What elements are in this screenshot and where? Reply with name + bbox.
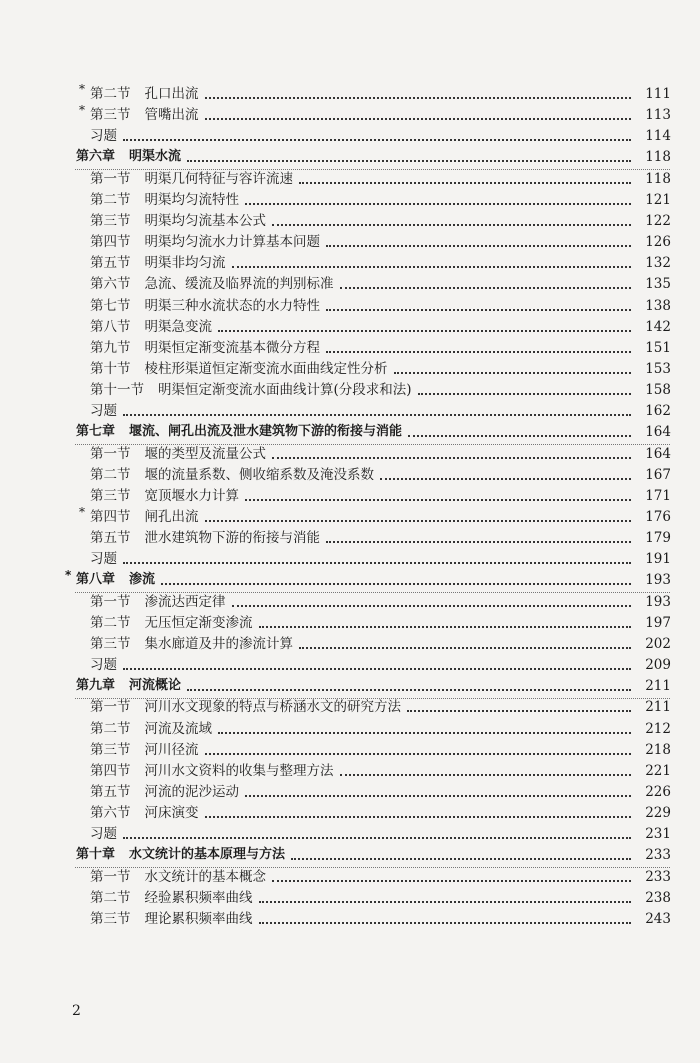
toc-section-row[interactable] <box>0 612 700 634</box>
toc-exercise-row[interactable] <box>0 654 700 676</box>
toc-section-row[interactable] <box>0 443 700 465</box>
optional-marker: * <box>79 505 85 519</box>
toc-page-number: 138 <box>645 297 671 314</box>
optional-marker: * <box>79 103 85 118</box>
toc-entry-label: 第四节 <box>90 234 131 251</box>
dot-leader <box>272 880 631 882</box>
dot-leader <box>340 287 632 289</box>
toc-entry-title: 水文统计的基本概念 <box>144 868 266 885</box>
toc-entry-title: 堰的类型及流量公式 <box>144 445 266 462</box>
optional-marker: * <box>65 568 72 583</box>
dot-leader <box>205 816 632 818</box>
toc-entry-title: 渗流达西定律 <box>144 593 226 610</box>
toc-entry-label: 第六章 <box>76 149 116 165</box>
toc-entry-label: 第九节 <box>90 339 131 356</box>
toc-entry-title: 孔口出流 <box>144 86 199 102</box>
toc-entry-title: 渗流 <box>129 572 156 588</box>
toc-exercise-row[interactable] <box>0 823 700 845</box>
dot-leader <box>123 139 631 141</box>
toc-entry-title: 河流及流域 <box>144 720 212 737</box>
toc-entry-label: 第八章 * <box>76 569 115 591</box>
toc-page-number: 151 <box>645 339 671 356</box>
toc-section-row[interactable] <box>0 887 700 909</box>
dot-leader <box>245 203 631 205</box>
toc-section-row[interactable] <box>0 252 700 274</box>
dot-leader <box>187 689 631 691</box>
toc-entry-label: 第六节 <box>90 805 131 822</box>
toc-entry-title: 河川径流 <box>144 741 199 758</box>
toc-page-number: 233 <box>645 847 671 864</box>
toc-page-number: 193 <box>645 593 671 610</box>
toc-entry-label: 第十节 <box>90 360 131 377</box>
dot-leader <box>340 774 632 776</box>
toc-entry-title: 理论累积频率曲线 <box>144 910 253 927</box>
toc-page-number: 221 <box>645 762 671 779</box>
toc-entry-label: 第三节 <box>90 910 131 927</box>
toc-entry-label: 第二节 <box>90 191 131 208</box>
dot-leader <box>407 710 631 712</box>
toc-page-number: 231 <box>645 826 671 843</box>
toc-entry-title: 河川水文现象的特点与桥涵水文的研究方法 <box>144 699 401 716</box>
toc-entry-label: 习题 <box>90 128 117 145</box>
dot-leader <box>123 562 631 564</box>
optional-marker: * <box>79 82 85 96</box>
toc-exercise-row[interactable] <box>0 125 700 147</box>
toc-section-row[interactable] <box>0 696 700 718</box>
toc-page-number: 118 <box>645 149 671 166</box>
toc-entry-title: 集水廊道及井的渗流计算 <box>144 635 293 652</box>
dot-leader <box>161 583 631 585</box>
toc-section-row[interactable] <box>0 802 700 824</box>
toc-entry-label: 第三节 * <box>90 104 131 126</box>
dot-leader <box>408 435 631 437</box>
dot-leader <box>123 668 631 670</box>
toc-entry-label: 第三节 <box>90 741 131 758</box>
dot-leader <box>326 541 631 543</box>
dot-leader <box>291 858 631 860</box>
toc-entry-label: 第一节 <box>90 445 131 462</box>
toc-section-row[interactable] <box>0 295 700 317</box>
toc-entry-title: 闸孔出流 <box>144 509 199 525</box>
toc-entry-label: 第二节 <box>90 466 131 483</box>
toc-exercise-row[interactable] <box>0 400 700 422</box>
toc-page-number: 121 <box>645 191 671 208</box>
toc-page-number: 218 <box>645 741 671 758</box>
toc-entry-title: 棱柱形渠道恒定渐变流水面曲线定性分析 <box>144 360 388 377</box>
toc-entry-title: 明渠急变流 <box>144 318 212 335</box>
toc-section-row[interactable] <box>0 168 700 190</box>
toc-entry-label: 第三节 <box>90 487 131 504</box>
toc-entry-label: 第七节 <box>90 297 131 314</box>
toc-entry-title: 明渠几何特征与容许流速 <box>144 170 293 187</box>
toc-section-row[interactable] <box>0 273 700 295</box>
toc-chapter-row[interactable] <box>0 569 700 591</box>
toc-section-row[interactable] <box>0 739 700 761</box>
toc-entry-title: 管嘴出流 <box>144 107 199 124</box>
toc-page-number: 176 <box>645 509 671 525</box>
toc-page-number: 135 <box>645 276 671 293</box>
toc-section-row[interactable] <box>0 337 700 359</box>
toc-section-row[interactable] <box>0 866 700 888</box>
toc-entry-label: 习题 <box>90 551 117 568</box>
dot-leader <box>205 753 632 755</box>
toc-entry-label: 第五节 <box>90 255 131 272</box>
toc-entry-label: 习题 <box>90 657 117 674</box>
toc-section-row[interactable] <box>0 908 700 930</box>
dot-leader <box>259 922 632 924</box>
toc-section-row[interactable] <box>0 104 700 126</box>
toc-page-number: 193 <box>645 572 671 589</box>
toc-entry-title: 明渠均匀流水力计算基本问题 <box>144 234 320 251</box>
toc-exercise-row[interactable] <box>0 548 700 570</box>
dot-leader <box>123 837 631 839</box>
dot-leader <box>418 393 631 395</box>
toc-page-number: 114 <box>645 128 671 145</box>
dot-leader <box>380 478 631 480</box>
toc-page-number: 211 <box>645 699 671 716</box>
toc-entry-title: 明渠恒定渐变流基本微分方程 <box>144 339 320 356</box>
toc-entry-label: 第九章 <box>76 678 116 694</box>
toc-entry-label: 第二节 <box>90 889 131 906</box>
toc-page-number: 171 <box>645 487 671 504</box>
toc-entry-title: 经验累积频率曲线 <box>144 889 253 906</box>
dot-leader <box>205 118 632 120</box>
toc-entry-label: 第六节 <box>90 276 131 293</box>
toc-page-number: 167 <box>645 466 671 483</box>
dot-leader <box>187 160 631 162</box>
dot-leader <box>272 457 631 459</box>
toc-entry-label: 第一节 <box>90 170 131 187</box>
dot-leader <box>272 224 631 226</box>
dot-leader <box>232 605 632 607</box>
toc-entry-label: 第五节 <box>90 783 131 800</box>
toc-entry-label: 第一节 <box>90 868 131 885</box>
dot-leader <box>205 520 632 522</box>
toc-section-row[interactable] <box>0 379 700 401</box>
toc-entry-title: 堰的流量系数、侧收缩系数及淹没系数 <box>144 466 374 483</box>
toc-entry-label: 第四节 * <box>90 506 131 528</box>
toc-entry-label: 第四节 <box>90 762 131 779</box>
toc-section-row[interactable] <box>0 189 700 211</box>
toc-page-number: 122 <box>645 212 671 229</box>
toc-page-number: 243 <box>645 910 671 927</box>
toc-entry-title: 明渠均匀流基本公式 <box>144 212 266 229</box>
toc-entry-label: 第七章 <box>76 424 116 440</box>
toc-entry-title: 河流概论 <box>129 678 182 694</box>
dot-leader <box>218 732 631 734</box>
toc-page-number: 197 <box>645 614 671 631</box>
toc-chapter-row[interactable] <box>0 675 700 697</box>
dot-leader <box>299 647 631 649</box>
page-number: 2 <box>72 1003 81 1019</box>
toc-entry-title: 堰流、闸孔出流及泄水建筑物下游的衔接与消能 <box>129 424 403 440</box>
toc-entry-title: 宽顶堰水力计算 <box>144 487 239 504</box>
toc-entry-title: 明渠均匀流特性 <box>144 191 239 208</box>
toc-section-row[interactable] <box>0 781 700 803</box>
dot-leader <box>326 351 631 353</box>
toc-entry-label: 第十一节 <box>90 382 144 399</box>
toc-section-row[interactable] <box>0 464 700 486</box>
toc-chapter-row[interactable] <box>0 146 700 168</box>
toc-section-row[interactable] <box>0 83 700 105</box>
toc-page-number: 233 <box>645 868 671 885</box>
toc-page-number: 153 <box>645 360 671 377</box>
toc-page-number: 164 <box>645 424 671 441</box>
toc-section-row[interactable] <box>0 485 700 507</box>
toc-entry-label: 第二节 * <box>90 83 131 105</box>
toc-page-number: 191 <box>645 551 671 568</box>
dot-leader <box>259 901 632 903</box>
toc-section-row[interactable] <box>0 506 700 528</box>
toc-entry-title: 明渠非均匀流 <box>144 255 226 272</box>
toc-entry-label: 第一节 <box>90 699 131 716</box>
toc-section-row[interactable] <box>0 760 700 782</box>
dot-leader <box>218 330 631 332</box>
toc-page-number: 202 <box>645 635 671 652</box>
toc-page-number: 179 <box>645 530 671 547</box>
toc-entry-title: 河流的泥沙运动 <box>144 783 239 800</box>
dot-leader <box>245 499 631 501</box>
toc-page-number: 118 <box>645 170 671 187</box>
toc-section-row[interactable] <box>0 316 700 338</box>
dot-leader <box>123 414 631 416</box>
toc-section-row[interactable] <box>0 718 700 740</box>
toc-entry-label: 第二节 <box>90 614 131 631</box>
toc-entry-label: 第三节 <box>90 212 131 229</box>
dot-leader <box>299 182 631 184</box>
toc-section-row[interactable] <box>0 231 700 253</box>
toc-entry-title: 无压恒定渐变渗流 <box>144 614 253 631</box>
toc-section-row[interactable] <box>0 591 700 613</box>
toc-entry-title: 河床演变 <box>144 805 199 822</box>
toc-section-row[interactable] <box>0 527 700 549</box>
toc-section-row[interactable] <box>0 633 700 655</box>
dot-leader <box>394 372 632 374</box>
toc-page-number: 238 <box>645 889 671 906</box>
toc-page-number: 209 <box>645 657 671 674</box>
toc-entry-label: 第十章 <box>76 847 116 863</box>
toc-entry-title: 明渠水流 <box>129 149 182 165</box>
toc-page-number: 142 <box>645 318 671 335</box>
dot-leader <box>326 245 631 247</box>
toc-entry-title: 水文统计的基本原理与方法 <box>129 847 286 863</box>
toc-page-number: 111 <box>645 86 671 102</box>
toc-entry-label: 第二节 <box>90 720 131 737</box>
toc-page-number: 158 <box>645 382 671 399</box>
toc-entry-label: 习题 <box>90 826 117 843</box>
dot-leader <box>326 309 631 311</box>
toc-page-number: 164 <box>645 445 671 462</box>
dot-leader <box>232 266 632 268</box>
toc-entry-label: 第一节 <box>90 593 131 610</box>
toc-page-number: 226 <box>645 783 671 800</box>
toc-entry-title: 河川水文资料的收集与整理方法 <box>144 762 334 779</box>
toc-page-number: 212 <box>645 720 671 737</box>
toc-section-row[interactable] <box>0 210 700 232</box>
toc-chapter-row[interactable] <box>0 844 700 866</box>
dot-leader <box>205 97 632 99</box>
toc-entry-title: 泄水建筑物下游的衔接与消能 <box>144 530 320 547</box>
toc-page-number: 211 <box>645 678 671 695</box>
toc-entry-title: 急流、缓流及临界流的判别标准 <box>144 276 334 293</box>
toc-entry-label: 第五节 <box>90 530 131 547</box>
dot-leader <box>259 626 632 628</box>
toc-page-number: 229 <box>645 805 671 822</box>
toc-page-number: 162 <box>645 403 671 420</box>
toc-page-number: 132 <box>645 255 671 272</box>
toc-entry-title: 明渠恒定渐变流水面曲线计算(分段求和法) <box>158 382 412 399</box>
toc-section-row[interactable] <box>0 358 700 380</box>
toc-entry-label: 习题 <box>90 403 117 420</box>
toc-entry-title: 明渠三种水流状态的水力特性 <box>144 297 320 314</box>
toc-entry-label: 第八节 <box>90 318 131 335</box>
toc-chapter-row[interactable] <box>0 421 700 443</box>
toc-page-number: 126 <box>645 234 671 251</box>
dot-leader <box>245 795 631 797</box>
toc-page-number: 113 <box>645 107 671 124</box>
toc-entry-label: 第三节 <box>90 635 131 652</box>
